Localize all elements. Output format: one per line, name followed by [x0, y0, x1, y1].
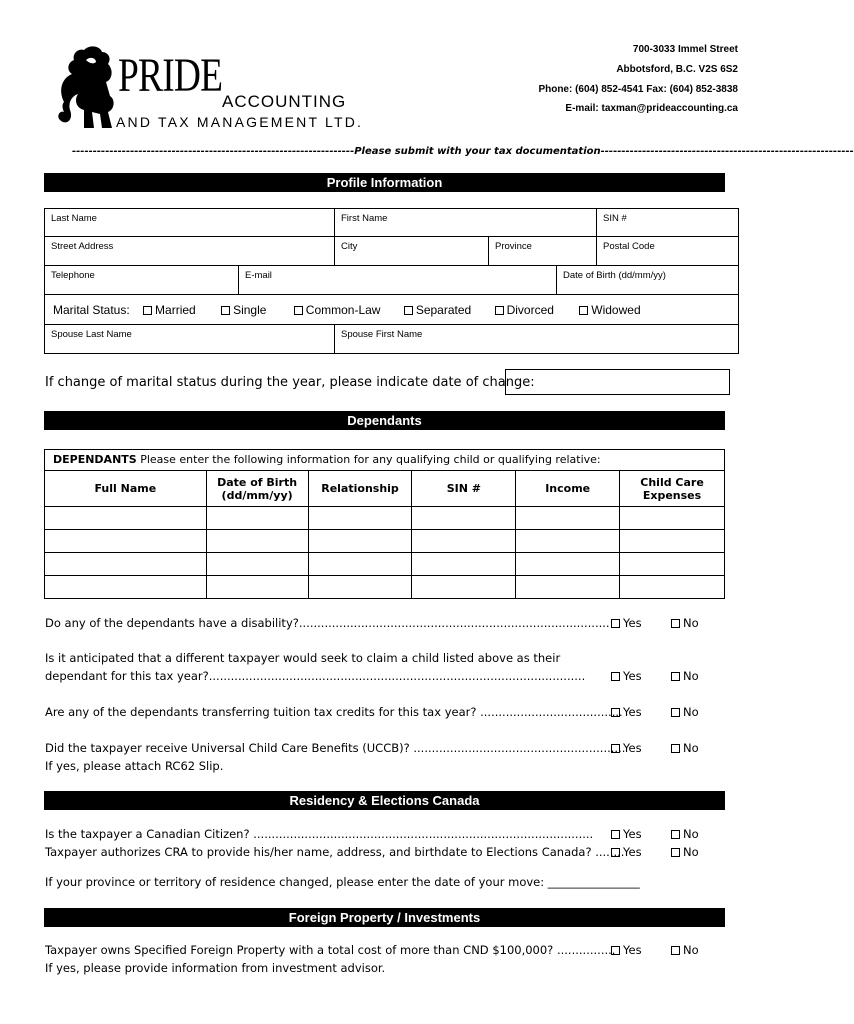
logo-wordmark: PRIDE [118, 49, 223, 102]
table-row [45, 530, 725, 553]
marital-common-law-checkbox[interactable]: Common-Law [294, 303, 381, 317]
last-name-field[interactable]: Last Name [45, 209, 335, 237]
table-row [45, 507, 725, 530]
foreign-property-section-header: Foreign Property / Investments [44, 908, 725, 927]
col-sin: SIN # [412, 471, 516, 507]
other-taxpayer-question-line2: dependant for this tax year?....................................................................................................... [45, 669, 586, 683]
foreign-yes-checkbox[interactable]: Yes [611, 941, 642, 959]
other-taxpayer-yes-checkbox[interactable]: Yes [611, 667, 642, 685]
marital-single-checkbox[interactable]: Single [221, 303, 266, 317]
sin-field[interactable]: SIN # [597, 209, 739, 237]
other-taxpayer-no-checkbox[interactable]: No [671, 667, 699, 685]
profile-form [44, 208, 739, 354]
tuition-yes-checkbox[interactable]: Yes [611, 703, 642, 721]
col-relationship: Relationship [308, 471, 412, 507]
email-address: E-mail: taxman@prideaccounting.ca [565, 103, 738, 114]
tagline: --------------------------------------------------------------------Please submit with your tax documentation------------------------------------------------------------- [72, 146, 854, 157]
phone-fax: Phone: (604) 852-4541 Fax: (604) 852-3838 [538, 84, 738, 95]
elections-question: Taxpayer authorizes CRA to provide his/her name, address, and birthdate to Elections Canada? ........ [45, 845, 625, 859]
city-field[interactable]: City [335, 237, 489, 266]
other-taxpayer-question-line1: Is it anticipated that a different taxpayer would seek to claim a child listed above as their [45, 651, 561, 665]
tuition-question: Are any of the dependants transferring tuition tax credits for this tax year? ....................................... [45, 705, 623, 719]
foreign-no-checkbox[interactable]: No [671, 941, 699, 959]
dependants-section-header: Dependants [44, 411, 725, 430]
disability-question: Do any of the dependants have a disability?..................................................................................... [45, 616, 610, 630]
citizen-question: Is the taxpayer a Canadian Citizen? ............................................................................................. [45, 827, 594, 841]
col-full-name: Full Name [45, 471, 207, 507]
marital-married-checkbox[interactable]: Married [143, 303, 196, 317]
street-address-field[interactable]: Street Address [45, 237, 335, 266]
marital-change-date-input[interactable] [505, 369, 730, 395]
col-date-of-birth: Date of Birth (dd/mm/yy) [206, 471, 308, 507]
uccb-no-checkbox[interactable]: No [671, 739, 699, 757]
disability-no-checkbox[interactable]: No [671, 614, 699, 632]
province-field[interactable]: Province [489, 237, 597, 266]
uccb-question: Did the taxpayer receive Universal Child Care Benefits (UCCB)? .......................................................... [45, 741, 626, 755]
logo-accounting: ACCOUNTING [222, 92, 347, 111]
marital-status-row [45, 295, 739, 325]
spouse-first-name-field[interactable]: Spouse First Name [341, 329, 423, 340]
tuition-no-checkbox[interactable]: No [671, 703, 699, 721]
telephone-field[interactable]: Telephone [45, 266, 239, 295]
spouse-last-name-field[interactable]: Spouse Last Name [45, 325, 335, 354]
marital-separated-checkbox[interactable]: Separated [404, 303, 471, 317]
marital-divorced-checkbox[interactable]: Divorced [495, 303, 554, 317]
marital-status-label: Marital Status: [53, 303, 130, 317]
citizen-yes-checkbox[interactable]: Yes [611, 825, 642, 843]
postal-code-field[interactable]: Postal Code [597, 237, 739, 266]
disability-yes-checkbox[interactable]: Yes [611, 614, 642, 632]
table-row [45, 576, 725, 599]
address-street: 700-3033 Immel Street [632, 44, 738, 55]
logo-tax-management: AND TAX MANAGEMENT LTD. [116, 114, 364, 130]
residency-section-header: Residency & Elections Canada [44, 791, 725, 810]
marital-change-label: If change of marital status during the year, please indicate date of change: [45, 375, 535, 390]
foreign-property-note: If yes, please provide information from investment advisor. [45, 961, 386, 975]
marital-widowed-checkbox[interactable]: Widowed [579, 303, 640, 317]
table-row [45, 553, 725, 576]
elections-no-checkbox[interactable]: No [671, 843, 699, 861]
dependants-table [44, 470, 725, 599]
first-name-field[interactable]: First Name [335, 209, 597, 237]
move-date-question: If your province or territory of residence changed, please enter the date of your move: ________________ [45, 875, 640, 889]
dob-field[interactable]: Date of Birth (dd/mm/yy) [557, 266, 739, 295]
email-field[interactable]: E-mail [239, 266, 557, 295]
foreign-property-question: Taxpayer owns Specified Foreign Property with a total cost of more than CND $100,000? ................ [45, 943, 616, 957]
col-income: Income [516, 471, 620, 507]
uccb-note: If yes, please attach RC62 Slip. [45, 759, 224, 773]
dependants-intro: DEPENDANTS Please enter the following information for any qualifying child or qualifying relative: [44, 449, 725, 470]
elections-yes-checkbox[interactable]: Yes [611, 843, 642, 861]
profile-section-header: Profile Information [44, 173, 725, 192]
table-header-row [45, 471, 725, 507]
uccb-yes-checkbox[interactable]: Yes [611, 739, 642, 757]
col-child-care-expenses: Child Care Expenses [620, 471, 725, 507]
address-city: Abbotsford, B.C. V2S 6S2 [616, 64, 738, 75]
citizen-no-checkbox[interactable]: No [671, 825, 699, 843]
